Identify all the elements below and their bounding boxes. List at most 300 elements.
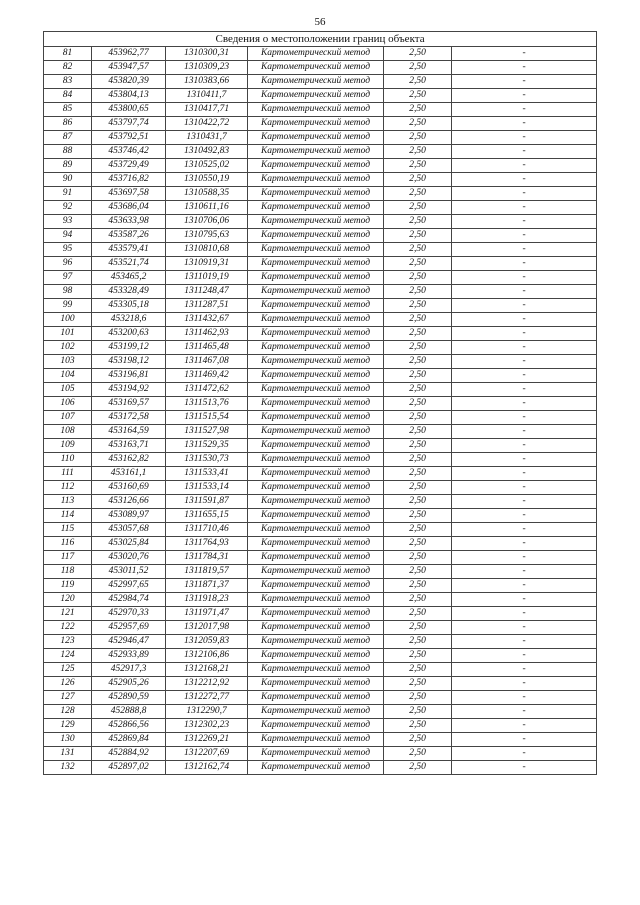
note-cell: - [452,509,597,523]
table-row [44,173,597,187]
table-body [44,47,597,775]
method-cell: Картометрический метод [248,229,384,243]
x-coordinate-cell: 453160,69 [92,481,166,495]
point-number-cell: 117 [44,551,92,565]
method-cell: Картометрический метод [248,565,384,579]
x-coordinate-cell: 453587,26 [92,229,166,243]
table-row [44,313,597,327]
y-coordinate-cell: 1311918,23 [166,593,248,607]
y-coordinate-cell: 1310706,06 [166,215,248,229]
accuracy-cell: 2,50 [384,579,452,593]
table-row [44,481,597,495]
x-coordinate-cell: 453579,41 [92,243,166,257]
note-cell: - [452,355,597,369]
note-cell: - [452,173,597,187]
x-coordinate-cell: 453011,52 [92,565,166,579]
y-coordinate-cell: 1311527,98 [166,425,248,439]
x-coordinate-cell: 453797,74 [92,117,166,131]
point-number-cell: 91 [44,187,92,201]
x-coordinate-cell: 453697,58 [92,187,166,201]
table-row [44,131,597,145]
table-row [44,635,597,649]
note-cell: - [452,145,597,159]
method-cell: Картометрический метод [248,719,384,733]
note-cell: - [452,299,597,313]
table-row [44,621,597,635]
note-cell: - [452,257,597,271]
method-cell: Картометрический метод [248,411,384,425]
method-cell: Картометрический метод [248,173,384,187]
point-number-cell: 118 [44,565,92,579]
x-coordinate-cell: 453196,81 [92,369,166,383]
point-number-cell: 83 [44,75,92,89]
point-number-cell: 93 [44,215,92,229]
accuracy-cell: 2,50 [384,621,452,635]
table-row [44,537,597,551]
method-cell: Картометрический метод [248,523,384,537]
page-number: 56 [314,16,326,28]
x-coordinate-cell: 453804,13 [92,89,166,103]
accuracy-cell: 2,50 [384,453,452,467]
y-coordinate-cell: 1311655,15 [166,509,248,523]
accuracy-cell: 2,50 [384,159,452,173]
table-row [44,551,597,565]
note-cell: - [452,271,597,285]
table-title-row [44,32,597,47]
y-coordinate-cell: 1311469,42 [166,369,248,383]
note-cell: - [452,229,597,243]
note-cell: - [452,439,597,453]
x-coordinate-cell: 452957,69 [92,621,166,635]
table-row [44,719,597,733]
method-cell: Картометрический метод [248,509,384,523]
y-coordinate-cell: 1311248,47 [166,285,248,299]
table-row [44,271,597,285]
note-cell: - [452,103,597,117]
note-cell: - [452,621,597,635]
note-cell: - [452,75,597,89]
method-cell: Картометрический метод [248,649,384,663]
table-row [44,691,597,705]
accuracy-cell: 2,50 [384,761,452,775]
method-cell: Картометрический метод [248,467,384,481]
note-cell: - [452,61,597,75]
y-coordinate-cell: 1311472,62 [166,383,248,397]
x-coordinate-cell: 453465,2 [92,271,166,285]
x-coordinate-cell: 453686,04 [92,201,166,215]
table-row [44,747,597,761]
method-cell: Картометрический метод [248,75,384,89]
accuracy-cell: 2,50 [384,635,452,649]
note-cell: - [452,593,597,607]
table-row [44,201,597,215]
note-cell: - [452,705,597,719]
x-coordinate-cell: 453162,82 [92,453,166,467]
x-coordinate-cell: 452933,89 [92,649,166,663]
accuracy-cell: 2,50 [384,663,452,677]
point-number-cell: 104 [44,369,92,383]
x-coordinate-cell: 452884,92 [92,747,166,761]
x-coordinate-cell: 453169,57 [92,397,166,411]
y-coordinate-cell: 1311710,46 [166,523,248,537]
method-cell: Картометрический метод [248,131,384,145]
method-cell: Картометрический метод [248,481,384,495]
x-coordinate-cell: 453800,65 [92,103,166,117]
x-coordinate-cell: 452917,3 [92,663,166,677]
table-row [44,145,597,159]
method-cell: Картометрический метод [248,607,384,621]
x-coordinate-cell: 453198,12 [92,355,166,369]
point-number-cell: 105 [44,383,92,397]
table-row [44,705,597,719]
note-cell: - [452,411,597,425]
note-cell: - [452,537,597,551]
note-cell: - [452,719,597,733]
x-coordinate-cell: 453020,76 [92,551,166,565]
note-cell: - [452,607,597,621]
accuracy-cell: 2,50 [384,257,452,271]
table-row [44,327,597,341]
note-cell: - [452,635,597,649]
table-row [44,299,597,313]
method-cell: Картометрический метод [248,537,384,551]
note-cell: - [452,523,597,537]
note-cell: - [452,341,597,355]
x-coordinate-cell: 453962,77 [92,47,166,61]
method-cell: Картометрический метод [248,341,384,355]
x-coordinate-cell: 452888,8 [92,705,166,719]
note-cell: - [452,467,597,481]
point-number-cell: 113 [44,495,92,509]
accuracy-cell: 2,50 [384,691,452,705]
table-row [44,397,597,411]
point-number-cell: 115 [44,523,92,537]
method-cell: Картометрический метод [248,299,384,313]
method-cell: Картометрический метод [248,733,384,747]
note-cell: - [452,89,597,103]
table-row [44,509,597,523]
accuracy-cell: 2,50 [384,677,452,691]
accuracy-cell: 2,50 [384,187,452,201]
point-number-cell: 122 [44,621,92,635]
accuracy-cell: 2,50 [384,509,452,523]
x-coordinate-cell: 452997,65 [92,579,166,593]
point-number-cell: 98 [44,285,92,299]
method-cell: Картометрический метод [248,117,384,131]
point-number-cell: 102 [44,341,92,355]
accuracy-cell: 2,50 [384,61,452,75]
accuracy-cell: 2,50 [384,369,452,383]
x-coordinate-cell: 453161,1 [92,467,166,481]
x-coordinate-cell: 452905,26 [92,677,166,691]
x-coordinate-cell: 453633,98 [92,215,166,229]
table-row [44,761,597,775]
y-coordinate-cell: 1310422,72 [166,117,248,131]
table-row [44,89,597,103]
method-cell: Картометрический метод [248,327,384,341]
table-row [44,75,597,89]
method-cell: Картометрический метод [248,285,384,299]
method-cell: Картометрический метод [248,355,384,369]
y-coordinate-cell: 1312168,21 [166,663,248,677]
note-cell: - [452,425,597,439]
x-coordinate-cell: 453194,92 [92,383,166,397]
table-row [44,187,597,201]
point-number-cell: 92 [44,201,92,215]
y-coordinate-cell: 1312162,74 [166,761,248,775]
point-number-cell: 108 [44,425,92,439]
method-cell: Картометрический метод [248,691,384,705]
method-cell: Картометрический метод [248,313,384,327]
y-coordinate-cell: 1311764,93 [166,537,248,551]
accuracy-cell: 2,50 [384,705,452,719]
note-cell: - [452,131,597,145]
x-coordinate-cell: 453729,49 [92,159,166,173]
y-coordinate-cell: 1312059,83 [166,635,248,649]
method-cell: Картометрический метод [248,663,384,677]
method-cell: Картометрический метод [248,201,384,215]
y-coordinate-cell: 1311971,47 [166,607,248,621]
point-number-cell: 110 [44,453,92,467]
accuracy-cell: 2,50 [384,47,452,61]
accuracy-cell: 2,50 [384,355,452,369]
coordinates-table [43,31,597,775]
note-cell: - [452,453,597,467]
x-coordinate-cell: 453126,66 [92,495,166,509]
note-cell: - [452,649,597,663]
y-coordinate-cell: 1312017,98 [166,621,248,635]
y-coordinate-cell: 1310411,7 [166,89,248,103]
y-coordinate-cell: 1310795,63 [166,229,248,243]
accuracy-cell: 2,50 [384,565,452,579]
method-cell: Картометрический метод [248,397,384,411]
y-coordinate-cell: 1311465,48 [166,341,248,355]
table-row [44,61,597,75]
point-number-cell: 100 [44,313,92,327]
method-cell: Картометрический метод [248,47,384,61]
y-coordinate-cell: 1312212,92 [166,677,248,691]
accuracy-cell: 2,50 [384,313,452,327]
method-cell: Картометрический метод [248,243,384,257]
method-cell: Картометрический метод [248,705,384,719]
accuracy-cell: 2,50 [384,397,452,411]
accuracy-cell: 2,50 [384,649,452,663]
method-cell: Картометрический метод [248,593,384,607]
point-number-cell: 119 [44,579,92,593]
y-coordinate-cell: 1312302,23 [166,719,248,733]
point-number-cell: 96 [44,257,92,271]
x-coordinate-cell: 452869,84 [92,733,166,747]
note-cell: - [452,677,597,691]
y-coordinate-cell: 1311529,35 [166,439,248,453]
point-number-cell: 129 [44,719,92,733]
point-number-cell: 99 [44,299,92,313]
table-row [44,229,597,243]
point-number-cell: 124 [44,649,92,663]
accuracy-cell: 2,50 [384,495,452,509]
y-coordinate-cell: 1312272,77 [166,691,248,705]
method-cell: Картометрический метод [248,635,384,649]
note-cell: - [452,691,597,705]
accuracy-cell: 2,50 [384,229,452,243]
method-cell: Картометрический метод [248,677,384,691]
note-cell: - [452,495,597,509]
table-row [44,117,597,131]
y-coordinate-cell: 1311432,67 [166,313,248,327]
y-coordinate-cell: 1311515,54 [166,411,248,425]
method-cell: Картометрический метод [248,61,384,75]
method-cell: Картометрический метод [248,103,384,117]
note-cell: - [452,397,597,411]
x-coordinate-cell: 452970,33 [92,607,166,621]
table-row [44,523,597,537]
accuracy-cell: 2,50 [384,593,452,607]
table-row [44,565,597,579]
x-coordinate-cell: 453716,82 [92,173,166,187]
method-cell: Картометрический метод [248,495,384,509]
table-row [44,593,597,607]
y-coordinate-cell: 1312269,21 [166,733,248,747]
note-cell: - [452,47,597,61]
note-cell: - [452,383,597,397]
y-coordinate-cell: 1311462,93 [166,327,248,341]
y-coordinate-cell: 1310919,31 [166,257,248,271]
point-number-cell: 130 [44,733,92,747]
y-coordinate-cell: 1311530,73 [166,453,248,467]
point-number-cell: 90 [44,173,92,187]
accuracy-cell: 2,50 [384,383,452,397]
table-row [44,425,597,439]
table-row [44,369,597,383]
y-coordinate-cell: 1310383,66 [166,75,248,89]
method-cell: Картометрический метод [248,257,384,271]
point-number-cell: 81 [44,47,92,61]
y-coordinate-cell: 1312106,86 [166,649,248,663]
table-row [44,733,597,747]
note-cell: - [452,733,597,747]
y-coordinate-cell: 1311467,08 [166,355,248,369]
y-coordinate-cell: 1311533,14 [166,481,248,495]
accuracy-cell: 2,50 [384,551,452,565]
point-number-cell: 121 [44,607,92,621]
point-number-cell: 87 [44,131,92,145]
y-coordinate-cell: 1311019,19 [166,271,248,285]
table-row [44,341,597,355]
method-cell: Картометрический метод [248,145,384,159]
x-coordinate-cell: 453746,42 [92,145,166,159]
point-number-cell: 131 [44,747,92,761]
y-coordinate-cell: 1310492,83 [166,145,248,159]
accuracy-cell: 2,50 [384,131,452,145]
table-row [44,285,597,299]
table-row [44,649,597,663]
y-coordinate-cell: 1311513,76 [166,397,248,411]
accuracy-cell: 2,50 [384,327,452,341]
accuracy-cell: 2,50 [384,243,452,257]
point-number-cell: 107 [44,411,92,425]
note-cell: - [452,579,597,593]
note-cell: - [452,187,597,201]
point-number-cell: 132 [44,761,92,775]
y-coordinate-cell: 1311591,87 [166,495,248,509]
x-coordinate-cell: 453199,12 [92,341,166,355]
point-number-cell: 109 [44,439,92,453]
note-cell: - [452,565,597,579]
accuracy-cell: 2,50 [384,145,452,159]
accuracy-cell: 2,50 [384,607,452,621]
accuracy-cell: 2,50 [384,425,452,439]
point-number-cell: 111 [44,467,92,481]
point-number-cell: 116 [44,537,92,551]
x-coordinate-cell: 453200,63 [92,327,166,341]
method-cell: Картометрический метод [248,579,384,593]
y-coordinate-cell: 1312290,7 [166,705,248,719]
y-coordinate-cell: 1310810,68 [166,243,248,257]
point-number-cell: 106 [44,397,92,411]
method-cell: Картометрический метод [248,439,384,453]
y-coordinate-cell: 1310431,7 [166,131,248,145]
y-coordinate-cell: 1311287,51 [166,299,248,313]
x-coordinate-cell: 452890,59 [92,691,166,705]
table-title: Сведения о местоположении границ объекта [44,32,597,47]
table-row [44,467,597,481]
table-row [44,215,597,229]
method-cell: Картометрический метод [248,747,384,761]
y-coordinate-cell: 1310300,31 [166,47,248,61]
point-number-cell: 101 [44,327,92,341]
x-coordinate-cell: 453521,74 [92,257,166,271]
table-row [44,607,597,621]
point-number-cell: 85 [44,103,92,117]
point-number-cell: 97 [44,271,92,285]
accuracy-cell: 2,50 [384,117,452,131]
accuracy-cell: 2,50 [384,285,452,299]
note-cell: - [452,761,597,775]
accuracy-cell: 2,50 [384,747,452,761]
table-row [44,677,597,691]
accuracy-cell: 2,50 [384,201,452,215]
table-row [44,47,597,61]
table-row [44,243,597,257]
x-coordinate-cell: 453172,58 [92,411,166,425]
method-cell: Картометрический метод [248,453,384,467]
y-coordinate-cell: 1310588,35 [166,187,248,201]
table-row [44,495,597,509]
point-number-cell: 82 [44,61,92,75]
method-cell: Картометрический метод [248,215,384,229]
accuracy-cell: 2,50 [384,467,452,481]
x-coordinate-cell: 453947,57 [92,61,166,75]
accuracy-cell: 2,50 [384,439,452,453]
y-coordinate-cell: 1311533,41 [166,467,248,481]
point-number-cell: 89 [44,159,92,173]
note-cell: - [452,285,597,299]
method-cell: Картометрический метод [248,159,384,173]
point-number-cell: 127 [44,691,92,705]
table-row [44,103,597,117]
accuracy-cell: 2,50 [384,299,452,313]
point-number-cell: 123 [44,635,92,649]
method-cell: Картометрический метод [248,369,384,383]
note-cell: - [452,327,597,341]
x-coordinate-cell: 452897,02 [92,761,166,775]
accuracy-cell: 2,50 [384,341,452,355]
table-row [44,257,597,271]
table-row [44,411,597,425]
table-row [44,439,597,453]
x-coordinate-cell: 452946,47 [92,635,166,649]
table-row [44,355,597,369]
